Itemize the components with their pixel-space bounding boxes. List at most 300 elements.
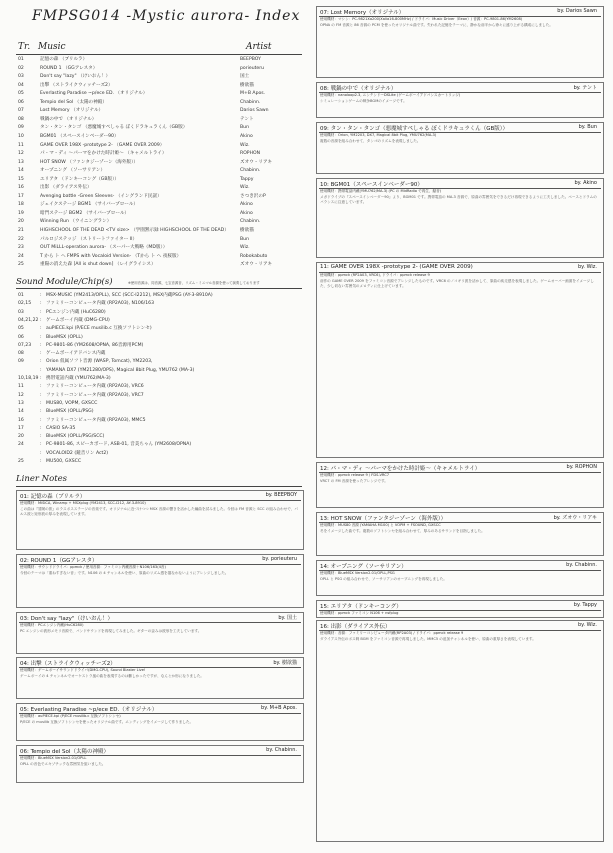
track-title: エリアタ bbox=[40, 176, 59, 182]
liner-note-number: 13: bbox=[320, 516, 329, 522]
chip-description: ゲームボーイ内蔵 (DMG-CPU) bbox=[46, 317, 110, 323]
track-title: 出撃 bbox=[40, 82, 50, 88]
chip-track-numbers: 04,21,22 bbox=[18, 317, 39, 323]
track-source: （ブリルラ） bbox=[59, 57, 88, 62]
track-artist: Wiz. bbox=[240, 185, 250, 191]
track-title-with-source bbox=[40, 167, 105, 176]
liner-note-body: 冬をイメージした曲です。複数のソフトシンセを組み合わせて、厚みのあるサウンドを目指しました。 bbox=[320, 529, 485, 533]
track-title-with-source bbox=[40, 159, 138, 168]
track-source: （ドンキーコング（GB版）） bbox=[59, 176, 119, 182]
track-number: 08 bbox=[18, 116, 24, 122]
track-number: 03 bbox=[18, 74, 24, 80]
track-title-with-source bbox=[40, 82, 113, 91]
chip-colon: : bbox=[40, 367, 42, 373]
liner-note-number: 06: bbox=[20, 749, 29, 755]
track-title: 記憶の森 bbox=[40, 57, 59, 62]
chip-row bbox=[18, 441, 302, 449]
chip-track-numbers: 05 bbox=[18, 326, 24, 332]
liner-note-title: Lost Memory（オリジナル） bbox=[330, 10, 405, 16]
liner-note-body: 複数の音源を組み合わせて、タンゴのリズムを表現しました。 bbox=[320, 139, 421, 143]
liner-note-author: Akino bbox=[583, 180, 597, 186]
track-title-with-source bbox=[40, 133, 119, 142]
liner-note-author: 樹欲猫 bbox=[281, 660, 297, 666]
liner-note-author: Wiz. bbox=[586, 622, 597, 628]
liner-note-number: 01: bbox=[20, 494, 29, 500]
chip-track-numbers: 17 bbox=[18, 425, 24, 431]
track-source: （GAME OVER 2009） bbox=[114, 142, 165, 148]
liner-note-number: 11: bbox=[320, 264, 329, 270]
liner-note-equipment: 使用機材：ゲームボーイサウンドドライバ(DMG-CPU), Sound Blaster Live! bbox=[20, 668, 146, 672]
track-number: 11 bbox=[18, 142, 24, 148]
track-number: 12 bbox=[18, 151, 24, 157]
liner-note-number: 02: bbox=[20, 558, 29, 564]
track-artist: テント bbox=[240, 116, 254, 122]
liner-note-heading bbox=[20, 659, 116, 667]
track-title: HOT SNOW bbox=[40, 159, 66, 165]
sound-module-subtitle: ※使用音源は、同音源、七宝音源音、リズム・ミニマル音源を使って演奏しております bbox=[128, 281, 260, 285]
liner-note-heading bbox=[20, 556, 98, 564]
by-label: by. bbox=[273, 660, 281, 666]
track-row bbox=[18, 99, 304, 108]
liner-note-title: ROUND 1（GGアレスタ） bbox=[30, 558, 98, 564]
track-source: （ダライアス外伝） bbox=[50, 185, 92, 191]
liner-note-title: Tempio del Sol（太陽の神殿） bbox=[30, 749, 109, 755]
track-number: 07 bbox=[18, 108, 24, 114]
liner-note-number: 15: bbox=[320, 604, 329, 610]
track-title: Tempio del Sol bbox=[40, 99, 74, 105]
liner-note-body: PC エンジンの波形メモリ音源で、バンドサウンドを再現してみました。ギターの歪みは波形を工夫しています。 bbox=[20, 629, 202, 633]
track-number: 16 bbox=[18, 185, 24, 191]
chip-row bbox=[18, 325, 302, 333]
chip-description: ファミリーコンピュータ内蔵 (RP2A03), N106/163 bbox=[46, 301, 154, 307]
track-artist: Tappy bbox=[240, 176, 254, 182]
chip-colon: : bbox=[40, 359, 42, 365]
chip-colon: : bbox=[40, 417, 42, 423]
track-artist: Bun bbox=[240, 125, 249, 131]
chip-row bbox=[18, 408, 302, 416]
chip-colon: : bbox=[40, 317, 42, 323]
track-artist: 樹欲猫 bbox=[240, 228, 254, 233]
liner-note-author: Tappy bbox=[582, 602, 597, 608]
track-row bbox=[18, 142, 304, 151]
track-title: オープニング bbox=[40, 168, 68, 174]
liner-note bbox=[316, 560, 604, 596]
chip-track-numbers: 13 bbox=[18, 400, 24, 406]
track-title-with-source bbox=[40, 184, 92, 193]
track-title-with-source bbox=[40, 218, 111, 227]
chip-track-numbers: 20 bbox=[18, 434, 24, 440]
track-title: BGM01 bbox=[40, 133, 57, 139]
sound-module-rule bbox=[16, 288, 302, 289]
tracks-header-no: Tr. bbox=[18, 42, 31, 52]
chip-colon: : bbox=[40, 442, 42, 448]
liner-note-author: 国土 bbox=[286, 615, 297, 621]
chip-description: auPIECE.kpi (P/ECE musilib.c 互換ソフトシンセ) bbox=[46, 326, 152, 332]
chip-description: MSX-MUSIC (YM2413/OPLL), SCC (SCC-I2212), MSX内蔵PSG (AY-3-8910A) bbox=[46, 293, 213, 298]
liner-note-equipment: 使用機材：Orion, YM2203, DX7, Magical 8bit Plug, YMU762(MA-3) bbox=[320, 133, 437, 137]
track-title-with-source bbox=[40, 65, 97, 74]
page-title: FMPSG014 -Mystic aurora- Index bbox=[32, 8, 301, 24]
chip-row bbox=[18, 450, 302, 458]
liner-note-equipment: 使用機材：MiSICA, Winamp + MSXplug (YM2413, SCC-I212, AY-3-8910) bbox=[20, 501, 146, 505]
track-number: 06 bbox=[18, 99, 24, 105]
track-artist: BEEPBOY bbox=[240, 57, 261, 62]
chip-description: YAMANA DX7 (YM21280/OPS), Magical 8bit Plug, YMU762 (MA-3) bbox=[46, 367, 195, 373]
track-row bbox=[18, 218, 304, 227]
chip-track-numbers: 06 bbox=[18, 334, 24, 340]
track-artist: porieuteru bbox=[240, 65, 265, 71]
track-row bbox=[18, 261, 304, 270]
track-title: 戦鍋の中で bbox=[40, 116, 63, 122]
chip-row bbox=[18, 350, 302, 358]
liner-note-credit bbox=[578, 622, 597, 628]
liner-note-title: BGM01（スペースインベーダー90） bbox=[330, 182, 423, 188]
chip-row bbox=[18, 358, 302, 366]
liner-note bbox=[316, 462, 604, 508]
by-label: by. bbox=[577, 622, 585, 628]
liner-note-author: Bun bbox=[587, 124, 597, 130]
track-title: 暗門ステージ BGM2 bbox=[40, 210, 83, 216]
track-artist: ROPHON bbox=[240, 151, 261, 157]
liner-note bbox=[316, 620, 604, 842]
chip-track-numbers: 01 bbox=[18, 293, 24, 298]
liner-note-credit bbox=[262, 556, 297, 562]
by-label: by. bbox=[265, 492, 273, 498]
by-label: by. bbox=[557, 8, 565, 14]
by-label: by. bbox=[566, 464, 574, 470]
by-label: by. bbox=[262, 556, 270, 562]
liner-note-author: Chabinn. bbox=[574, 562, 597, 568]
track-title-with-source bbox=[40, 142, 164, 151]
track-artist: 樹欲猫 bbox=[240, 82, 254, 88]
tracks-rule bbox=[16, 54, 302, 55]
track-source: （オリジナル） bbox=[71, 108, 104, 114]
track-artist: Chabinn. bbox=[240, 168, 261, 174]
track-title-with-source bbox=[40, 56, 87, 65]
liner-note bbox=[16, 657, 304, 699]
track-row bbox=[18, 150, 304, 159]
chip-colon: : bbox=[40, 384, 42, 390]
chip-description: MUS80, VOPM, GXSCC bbox=[46, 400, 98, 406]
track-row bbox=[18, 201, 304, 210]
liner-note-body: P/ECE の musilib 互換ソフトシンセを使ったオリジナル曲です。エンディングをイメージして作りました。 bbox=[20, 720, 194, 724]
chip-row bbox=[18, 425, 302, 433]
track-row bbox=[18, 253, 304, 262]
by-label: by. bbox=[577, 264, 585, 270]
chip-row bbox=[18, 334, 302, 342]
track-artist: さつき沢のP bbox=[240, 193, 266, 199]
liner-note-credit bbox=[574, 180, 597, 186]
liner-note-body: OPNA の FM 音源と 86 音源の PCM を使ったオリジナル曲です。失われた記憶をテーマに、静かな前半から徐々に盛り上がる構成にしました。 bbox=[320, 23, 553, 27]
track-source: （Tから ト へ 夜桜版） bbox=[132, 253, 182, 259]
chip-list bbox=[18, 292, 302, 468]
track-row bbox=[18, 176, 304, 185]
track-title-with-source bbox=[40, 261, 156, 270]
chip-track-numbers: 25 bbox=[18, 459, 24, 464]
chip-colon: : bbox=[40, 293, 42, 298]
liner-note-title: 記憶の森（ブリルラ） bbox=[30, 494, 86, 500]
track-title-with-source bbox=[40, 227, 229, 236]
track-source: （GGアレスタ） bbox=[63, 65, 98, 71]
chip-row bbox=[18, 309, 302, 317]
liner-note bbox=[316, 122, 604, 174]
by-label: by. bbox=[266, 747, 274, 753]
liner-note-credit bbox=[266, 747, 297, 753]
track-row bbox=[18, 236, 304, 245]
liner-note-equipment: 使用機材：nanoloop2.3, ニンテンドーDSLite (ゲームボーイアドバンスカートリッジ) bbox=[320, 93, 461, 97]
track-title: タン・タン・タンゴ bbox=[40, 125, 82, 131]
liner-note-body: OPLL の音色でエキゾチックな雰囲気を狙いました。 bbox=[20, 762, 106, 766]
chip-row bbox=[18, 458, 302, 466]
track-title-with-source bbox=[40, 210, 129, 219]
liner-note-number: 03: bbox=[20, 616, 29, 622]
track-source: （オリジナル） bbox=[115, 91, 148, 97]
liner-note-credit bbox=[273, 659, 297, 666]
liner-note bbox=[316, 6, 604, 78]
track-title-with-source bbox=[40, 116, 96, 125]
liner-note-number: 14: bbox=[320, 564, 329, 570]
liner-note-title: タン・タン・タンゴ（悪魔城すぺしゃる ぼくドラキュラくん（GB版）） bbox=[330, 126, 509, 132]
chip-track-numbers: 14 bbox=[18, 409, 24, 415]
track-title-with-source bbox=[40, 90, 147, 99]
liner-note-credit bbox=[557, 8, 597, 14]
track-row bbox=[18, 227, 304, 236]
chip-track-numbers: 09 bbox=[18, 359, 24, 365]
liner-note-author: Wiz. bbox=[586, 264, 597, 270]
liner-note-heading bbox=[320, 264, 473, 270]
liner-note-title: Don't say "lazy"（けいおん！） bbox=[30, 616, 113, 622]
track-artist: ズオウ・リアキ bbox=[240, 262, 272, 268]
liner-note-credit bbox=[261, 705, 297, 711]
chip-track-numbers: 07,23 bbox=[18, 342, 32, 348]
track-row bbox=[18, 56, 304, 65]
chip-colon: : bbox=[40, 334, 42, 340]
liner-note-credit bbox=[579, 124, 597, 130]
track-row bbox=[18, 184, 304, 193]
liner-note-number: 12: bbox=[320, 466, 329, 472]
liner-note-author: ズオウ・リアキ bbox=[562, 515, 597, 521]
tracks-header-music: Music bbox=[38, 42, 66, 52]
liner-note bbox=[16, 703, 304, 741]
by-label: by. bbox=[261, 705, 269, 711]
track-row bbox=[18, 133, 304, 142]
track-title-with-source bbox=[40, 253, 181, 262]
track-number: 04 bbox=[18, 82, 24, 88]
liner-note-equipment: 使用機材：PCエンジン内蔵(HuC6280) bbox=[20, 623, 84, 627]
track-list bbox=[18, 56, 304, 272]
liner-note bbox=[316, 82, 604, 118]
track-row bbox=[18, 90, 304, 99]
liner-note-heading bbox=[320, 602, 402, 610]
chip-row bbox=[18, 400, 302, 408]
sound-module-title: Sound Module/Chip(s) bbox=[16, 277, 113, 287]
chip-description: PC-9801-86 (YM2608/OPNA, 86音源用PCM) bbox=[46, 342, 144, 348]
by-label: by. bbox=[566, 562, 574, 568]
liner-note bbox=[16, 612, 304, 654]
liner-note-credit bbox=[567, 464, 597, 470]
liner-note-heading bbox=[20, 614, 113, 622]
track-number: 19 bbox=[18, 210, 24, 216]
liner-note-equipment: 使用機材：MUS80 音源 (YAMAHA M100) と VOPM + FSOUND, GXSCC bbox=[320, 523, 441, 527]
liner-note-author: Chabinn. bbox=[274, 747, 297, 753]
chip-row bbox=[18, 317, 302, 325]
liner-notes-title: Liner Notes bbox=[16, 474, 67, 484]
track-source: （ファンタジーゾーン（海外版）） bbox=[67, 159, 138, 165]
liner-note bbox=[16, 745, 304, 783]
liner-note-body: 今回のテーマは「重ねすぎない音」です。N106 の 4 チャンネルを使い、原曲のリズム感を損なわないようにアレンジしました。 bbox=[20, 571, 229, 575]
chip-colon: : bbox=[40, 309, 42, 315]
track-row bbox=[18, 210, 304, 219]
liner-note-heading bbox=[320, 562, 407, 570]
chip-description: MU500, GXSCC bbox=[46, 459, 82, 464]
liner-note-title: Everlasting Paradise ~p/ece ED.（オリジナル） bbox=[30, 707, 158, 713]
track-source: （学園黙示録 HIGHSCHOOL OF THE DEAD） bbox=[131, 228, 229, 233]
track-title-with-source bbox=[40, 99, 107, 108]
track-title: Winning Run bbox=[40, 219, 69, 225]
chip-colon: : bbox=[40, 342, 42, 348]
liner-note-heading bbox=[320, 622, 391, 630]
liner-note bbox=[316, 600, 604, 618]
liner-note-title: エリアタ（ドンキーコング） bbox=[330, 604, 402, 610]
liner-note-credit bbox=[578, 264, 597, 270]
track-row bbox=[18, 244, 304, 253]
liner-note bbox=[316, 512, 604, 556]
track-number: 18 bbox=[18, 202, 24, 208]
liner-note bbox=[316, 262, 604, 458]
liner-note-heading bbox=[20, 492, 85, 500]
liner-note-heading bbox=[20, 705, 157, 713]
track-artist: Chabinn. bbox=[240, 219, 261, 225]
liner-note-heading bbox=[20, 747, 109, 755]
track-title: ROUND 1 bbox=[40, 65, 62, 71]
liner-note-credit bbox=[278, 614, 297, 621]
track-source: （サイバープロール） bbox=[83, 210, 130, 216]
liner-note bbox=[16, 554, 304, 608]
chip-description: 携帯電話内蔵 (YMU762/MA-3) bbox=[46, 376, 111, 381]
track-row bbox=[18, 167, 304, 176]
track-number: 17 bbox=[18, 193, 24, 199]
track-source: （レイグライシス） bbox=[114, 262, 156, 268]
track-artist: Darios Sawn bbox=[240, 108, 269, 114]
track-artist: ズオウ・リアキ bbox=[240, 159, 272, 165]
track-number: 23 bbox=[18, 245, 24, 251]
liner-note-author: ROPHON bbox=[575, 464, 597, 470]
liner-note-number: 05: bbox=[20, 707, 29, 713]
liner-note-title: GAME OVER 198X -prototype 2- (GAME OVER 2009) bbox=[330, 264, 473, 270]
liner-note-number: 07: bbox=[320, 10, 329, 16]
track-artist: 国土 bbox=[240, 74, 250, 80]
by-label: by. bbox=[553, 515, 561, 521]
track-source: （スペースインベーダー90） bbox=[57, 133, 119, 139]
track-source: （キャメルトライ） bbox=[125, 151, 167, 157]
track-source: （スーパー大戦略（MD版）） bbox=[107, 245, 168, 251]
track-title: HIGHSCHOOL OF THE DEAD <TV size> bbox=[40, 228, 130, 233]
liner-note-heading bbox=[320, 8, 404, 16]
liner-note-number: 04: bbox=[20, 661, 29, 667]
liner-note-equipment: 使用機材：BlueMSX Version2.01/OPLL bbox=[20, 756, 87, 760]
liner-note-body: VRC7 の FM 音源を使ったアレンジです。 bbox=[320, 479, 388, 483]
track-title-with-source bbox=[40, 201, 138, 210]
track-source: （サイバープロール） bbox=[92, 202, 138, 208]
track-source: （オリジナル） bbox=[64, 116, 97, 122]
track-title: Don't say "lazy" bbox=[40, 74, 77, 80]
track-title: Lost Memory bbox=[40, 108, 70, 114]
chip-colon: : bbox=[40, 425, 42, 431]
chip-colon: : bbox=[40, 459, 42, 464]
track-row bbox=[18, 116, 304, 125]
liner-note-body: ゲームボーイの 4 チャンネルでオーケストラ風の曲を表現するのは難しかったですが、なんとか形になりました。 bbox=[20, 674, 204, 678]
track-title: GAME OVER 198X -prototype 2- bbox=[40, 142, 113, 148]
chip-description: PCエンジン内蔵 (HuC6280) bbox=[46, 309, 106, 315]
track-number: 20 bbox=[18, 219, 24, 225]
track-number: 24 bbox=[18, 253, 24, 259]
liner-note-title: HOT SNOW（ファンタジーゾーン（海外版）） bbox=[330, 516, 447, 522]
liner-note-credit bbox=[574, 602, 597, 608]
liner-note-body: 前作の GAME OVER 2009 をファミコン音源でアレンジしたものです。VRC6 のノコギリ波を活かして、原曲の疾走感を表現しました。ゲームオーバー画面をイメージした、少し切ない雰囲気のメロディに仕上げています。 bbox=[320, 279, 594, 288]
liner-note-equipment: 使用機材：サウンドドライバ：ppmck / 使用音源：ファミコン内蔵音源＋N106/163(4音) bbox=[20, 565, 166, 569]
liner-notes-rule bbox=[16, 486, 302, 487]
track-title: パ・マ・ディ ～パーマをかけた時計姫～ bbox=[40, 151, 124, 157]
chip-description: Orion 仮属ソフト音源 (WASP, Tomcat), YM2203, bbox=[46, 359, 153, 365]
track-source: （けいおん！） bbox=[78, 74, 111, 80]
liner-note-heading bbox=[320, 464, 480, 472]
track-title-with-source bbox=[40, 124, 187, 133]
track-number: 15 bbox=[18, 176, 24, 182]
track-artist: Wiz. bbox=[240, 142, 250, 148]
liner-note-author: BEEPBOY bbox=[274, 492, 297, 498]
track-number: 02 bbox=[18, 65, 24, 71]
track-source: （悪魔城すぺしゃる ぼくドラキュラくん（GB版） bbox=[82, 125, 188, 131]
chip-row bbox=[18, 342, 302, 350]
chip-track-numbers: 16 bbox=[18, 417, 24, 423]
track-artist: Bun bbox=[240, 236, 249, 242]
liner-note-body: シミュレーションゲームの戦争BGMのイメージです。 bbox=[320, 99, 407, 103]
chip-row bbox=[18, 383, 302, 391]
liner-note-credit bbox=[574, 84, 597, 91]
chip-colon: : bbox=[40, 351, 42, 357]
track-source: （イングランド民謡） bbox=[115, 193, 162, 199]
track-row bbox=[18, 107, 304, 116]
track-row bbox=[18, 82, 304, 91]
chip-row bbox=[18, 417, 302, 425]
chip-description: BlueMSX (OPLL) bbox=[46, 334, 83, 340]
chip-description: BlueMSX (OPLL/PSG) bbox=[46, 409, 94, 415]
chip-colon: : bbox=[40, 434, 42, 440]
track-number: 25 bbox=[18, 262, 24, 268]
liner-note-author: porieuteru bbox=[270, 556, 297, 562]
track-title: OUT MiLLL-operation aurora- bbox=[40, 245, 107, 251]
liner-note-credit bbox=[266, 492, 297, 498]
chip-description: VOCALOID2 (鏡音リン Act2) bbox=[46, 450, 109, 456]
chip-description: CASIO SA-35 bbox=[46, 425, 76, 431]
track-title: Avenging battle -Green Sleeves- bbox=[40, 193, 115, 199]
track-artist: M+B Apos. bbox=[240, 91, 266, 97]
by-label: by. bbox=[578, 124, 586, 130]
chip-description: PC-9801-86, スピーカボード, ASB-01, 音美ちゃん (YM2608/OPNA) bbox=[46, 442, 192, 448]
liner-note bbox=[16, 490, 304, 550]
track-title: T から ト へ FMPS with Vocaloid Version- bbox=[40, 253, 132, 259]
liner-note-author: M+B Apos. bbox=[269, 705, 297, 711]
track-title-with-source bbox=[40, 236, 137, 245]
track-row bbox=[18, 73, 304, 82]
track-title-with-source bbox=[40, 244, 167, 253]
liner-note-body: この曲は『冒険の旅』のラスボスステージの音楽です。オリジナルに近づけつつ MSX 音源の響きを活かした編曲を試みました。今回は FM 音源と SCC の組み合わせで、パルス波と矩形波の厚みを表現しています。 bbox=[20, 507, 298, 516]
liner-note bbox=[316, 178, 604, 258]
track-artist: Robokabuto bbox=[240, 253, 268, 259]
liner-note-equipment: 使用機材：携帯電話内蔵(YMU762/MA-3) (PC の MidRadio で再生、録音) bbox=[320, 189, 442, 193]
liner-note-number: 08: bbox=[320, 86, 329, 92]
liner-note-heading bbox=[320, 124, 508, 132]
